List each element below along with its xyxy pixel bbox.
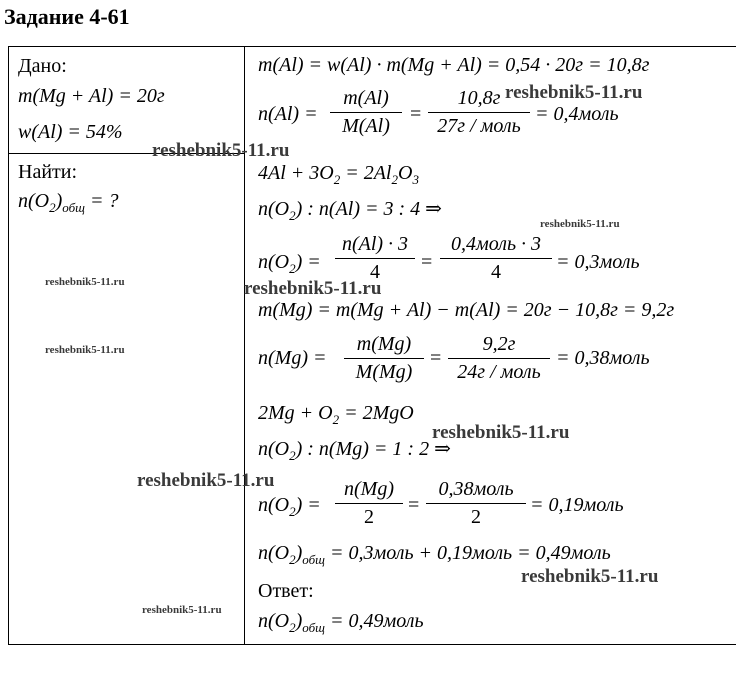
- answer-value: $n(O_2)_{общ}$ = 0,49моль: [258, 610, 424, 635]
- find-oxygen-total: $n(O_2)_{общ}$ = ?: [18, 190, 119, 215]
- watermark: reshebnik5-11.ru: [142, 604, 222, 616]
- solution-oxygen-mg-result: = 0,19моль: [530, 494, 624, 516]
- watermark: reshebnik5-11.ru: [45, 276, 125, 288]
- solution-mass-mg: m(Mg) = m(Mg + Al) − m(Al) = 20г − 10,8г = 9,2г: [258, 299, 675, 321]
- table-bottom-border: [8, 644, 736, 645]
- solution-oxygen-total: $n(O_2)_{общ}$ = 0,3моль + 0,19моль = 0,49моль: [258, 542, 611, 567]
- solution-oxygen-mg-lhs: $n(O_2)$ =: [258, 494, 321, 519]
- solution-moles-mg-result: = 0,38моль: [556, 347, 650, 369]
- page-title: Задание 4-61: [4, 4, 130, 29]
- answer-label: Ответ:: [258, 580, 314, 602]
- solution-oxygen-al-lhs: $n(O_2)$ =: [258, 251, 321, 276]
- solution-moles-al-lhs: n(Al) =: [258, 103, 318, 125]
- solution-eq: =: [408, 494, 420, 516]
- solution-eq: =: [430, 347, 442, 369]
- watermark: reshebnik5-11.ru: [137, 470, 275, 491]
- table-left-border: [8, 46, 9, 645]
- given-label: Дано:: [18, 55, 67, 77]
- watermark: reshebnik5-11.ru: [505, 82, 643, 103]
- column-divider: [244, 46, 245, 645]
- given-mass-mixture: m(Mg + Al) = 20г: [18, 85, 165, 107]
- reaction-mg-oxygen: $2Mg + O_2 = 2MgO$: [258, 402, 414, 427]
- solution-eq: =: [410, 103, 422, 125]
- watermark: reshebnik5-11.ru: [45, 344, 125, 356]
- watermark: reshebnik5-11.ru: [432, 422, 570, 443]
- watermark: reshebnik5-11.ru: [521, 566, 659, 587]
- watermark: reshebnik5-11.ru: [244, 278, 382, 299]
- ratio-oxygen-al: $n(O_2)$ : n(Al) = 3 : 4 ⇒: [258, 198, 442, 223]
- watermark: reshebnik5-11.ru: [540, 218, 620, 230]
- solution-eq: =: [421, 251, 433, 273]
- watermark: reshebnik5-11.ru: [152, 140, 290, 161]
- find-label: Найти:: [18, 161, 78, 183]
- solution-moles-al-result: = 0,4моль: [535, 103, 619, 125]
- solution-oxygen-al-result: = 0,3моль: [556, 251, 640, 273]
- solution-mass-al: m(Al) = w(Al) · m(Mg + Al) = 0,54 · 20г = 10,8г: [258, 54, 650, 76]
- table-top-border: [8, 46, 736, 47]
- given-mass-fraction: w(Al) = 54%: [18, 121, 123, 143]
- reaction-al-oxygen: $4Al + 3O_2 = 2Al_2O_3$: [258, 162, 419, 187]
- ratio-oxygen-mg: $n(O_2)$ : n(Mg) = 1 : 2 ⇒: [258, 438, 451, 463]
- solution-moles-mg-lhs: n(Mg) =: [258, 347, 327, 369]
- solution-table: Дано: m(Mg + Al) = 20г w(Al) = 54% Найти: $n(O_2)_{общ}$ = ? m(Al) = w(Al) · m(Mg + Al) = 0,54 · 20г = 10,8г n(Al) = m(Al) M(Al) = 10,8г 27г / моль = 0,4моль $4Al + 3O_2 = 2Al_2O_3$ $n(O_2)$ : n(Al) = 3 : 4 ⇒ $n(O_2)$ = n(Al) · 3 4 = 0,4моль · 3 4 = 0,3моль m(Mg) = m(Mg + Al) − m(Al) = 20г − 10,8г = 9,2г n(Mg) = m(Mg) M(Mg) = 9,2г 24г / моль = 0,38моль $2Mg + O_2 = 2MgO$ $n(O_2)$ : n(Mg) = 1 : 2 ⇒ $n(O_2)$ = n(Mg) 2 = 0,38моль 2 = 0,19моль $n(O_2)_{общ}$ = 0,3моль + 0,19моль = 0,49моль Ответ: $n(O_2)_{общ}$ = 0,49моль: [8, 46, 736, 645]
